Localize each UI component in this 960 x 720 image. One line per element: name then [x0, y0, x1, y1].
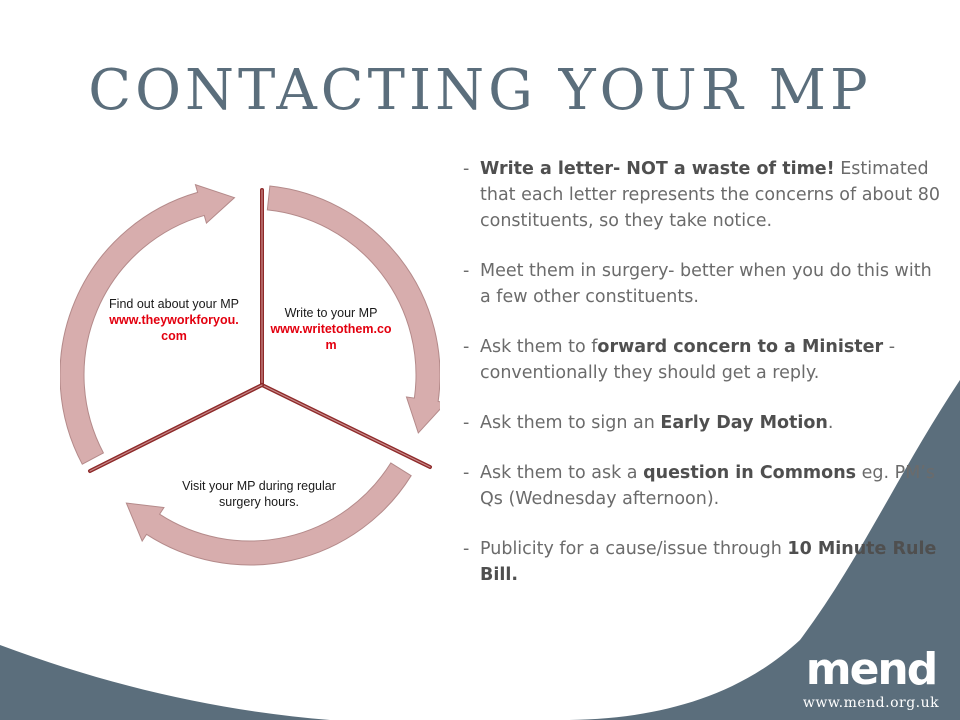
cycle-divider-2: [90, 385, 262, 471]
node-visit-text: Visit your MP during regular surgery hours.: [182, 479, 336, 509]
bullet-emphasis: question in Commons: [643, 463, 857, 483]
page-title: CONTACTING YOUR MP: [88, 58, 872, 123]
node-visit: [164, 478, 354, 510]
bullet-text: Ask them to f: [480, 337, 598, 357]
bullet-item: - Write a letter- NOT a waste of time! Estimated that each letter represents the concerns of about 80 constituents, so they take notice.: [463, 159, 941, 231]
brand-wordmark: mend: [805, 644, 937, 695]
bullet-emphasis: orward concern to a Minister: [597, 337, 884, 357]
bullet-text: Estimated that each letter represents the concerns of about 80 constituents, so they take notice.: [480, 159, 941, 231]
node-find-out: [108, 296, 240, 344]
bullet-list: [463, 156, 941, 612]
brand-url[interactable]: www.mend.org.uk: [802, 695, 940, 711]
cycle-diagram: [60, 170, 440, 600]
bullet-item: - Meet them in surgery- better when you do this with a few other constituents.: [463, 261, 932, 307]
theyworkforyou-link[interactable]: www.theyworkforyou.com: [109, 313, 239, 343]
bullet-item: - Publicity for a cause/issue through 10 Minute Rule Bill.: [463, 539, 937, 585]
cycle-divider-1: [262, 385, 430, 467]
mend-logo[interactable]: [796, 644, 946, 712]
bullet-text: Meet them in surgery- better when you do this with a few other constituents.: [480, 261, 932, 307]
bullet-emphasis: 10 Minute Rule Bill.: [480, 539, 937, 585]
bullet-text: eg. PM’s Qs (Wednesday afternoon).: [480, 463, 935, 509]
bullet-item: - Ask them to sign an Early Day Motion.: [463, 413, 834, 433]
writetothem-link[interactable]: www.writetothem.com: [270, 322, 392, 352]
bullet-item: - Ask them to forward concern to a Minister - conventionally they should get a reply.: [463, 337, 896, 383]
bullet-text: Publicity for a cause/issue through: [480, 539, 788, 559]
node-find-out-text: Find out about your MP: [109, 297, 239, 311]
node-write-text: Write to your MP: [284, 306, 378, 320]
bullet-text: Ask them to ask a: [480, 463, 644, 483]
bullet-emphasis: Write a letter- NOT a waste of time!: [480, 159, 835, 179]
bullet-text: - conventionally they should get a reply.: [480, 337, 896, 383]
bullet-emphasis: Early Day Motion: [660, 413, 828, 433]
node-write: [270, 305, 392, 353]
bullet-text: .: [827, 413, 834, 433]
bullet-text: Ask them to sign an: [480, 413, 661, 433]
bullet-item: - Ask them to ask a question in Commons eg. PM’s Qs (Wednesday afternoon).: [463, 463, 935, 509]
bottom-left-curve: [0, 645, 330, 720]
